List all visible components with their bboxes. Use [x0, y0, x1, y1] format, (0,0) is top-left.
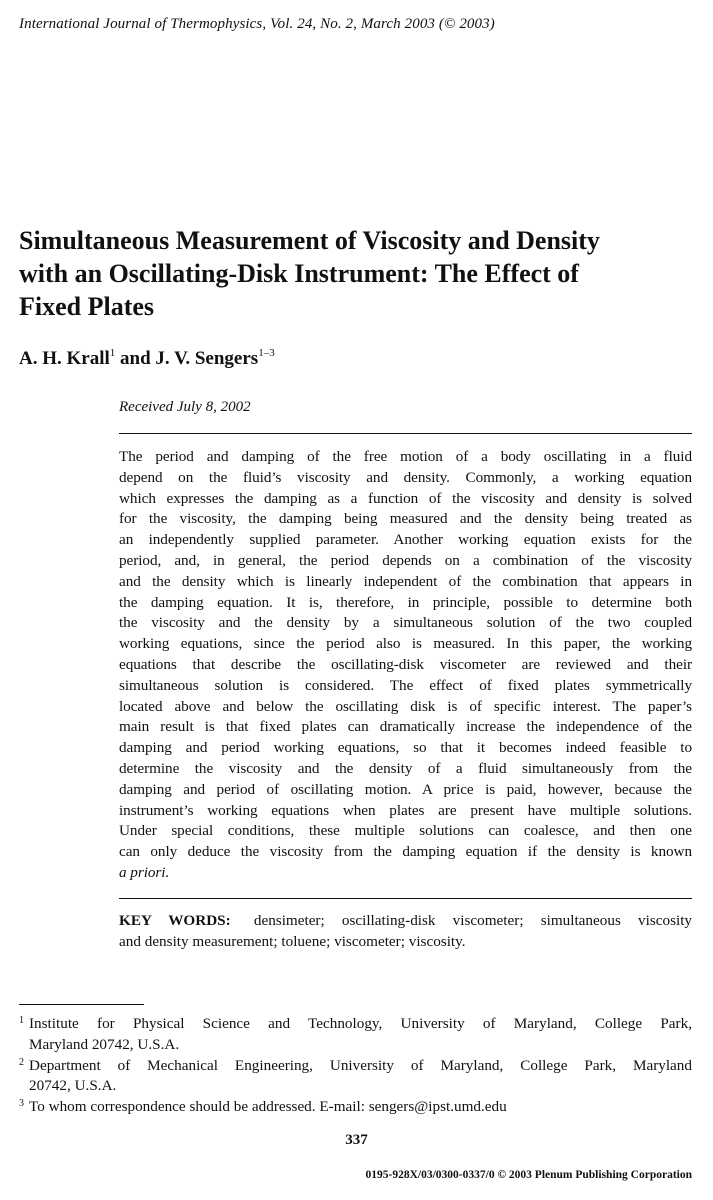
- keywords-label: KEY WORDS:: [119, 912, 231, 929]
- abstract-line: [119, 863, 692, 884]
- footnote-marker: 1: [19, 1015, 24, 1026]
- abstract-line: period, and, in general, the period depends on a combination of the viscosity: [119, 551, 692, 569]
- abstract-line: which expresses the damping as a function of the viscosity and density is solved: [119, 489, 692, 507]
- abstract-line: equations that describe the oscillating-disk viscometer are reviewed and their: [119, 655, 692, 673]
- abstract-italic-phrase: a priori.: [119, 863, 170, 881]
- footnote-divider: [19, 1004, 144, 1005]
- abstract-line: working equations, since the period also is measured. In this paper, the working: [119, 635, 692, 653]
- keywords-line: and density measurement; toluene; viscometer; viscosity.: [119, 932, 466, 950]
- title-line: Simultaneous Measurement of Viscosity and Density: [19, 226, 600, 255]
- author-list: [19, 348, 275, 370]
- abstract-bottom-rule: [119, 898, 692, 899]
- page-number: 337: [345, 1132, 368, 1148]
- footnote-line: Department of Mechanical Engineering, University of Maryland, College Park, Maryland: [29, 1056, 692, 1074]
- keywords-line: [119, 911, 692, 932]
- author-affiliation-marker: 1: [109, 347, 116, 359]
- author-conjunction: and: [115, 348, 156, 369]
- abstract-line: for the viscosity, the damping being measured and the density being treated as: [119, 510, 692, 528]
- abstract-line: an independently supplied parameter. Another working equation exists for the: [119, 531, 692, 549]
- abstract-line: The period and damping of the free motion of a body oscillating in a fluid: [119, 448, 692, 465]
- abstract-line: the damping equation. It is, therefore, in principle, possible to determine both: [119, 593, 692, 611]
- abstract-line: Under special conditions, these multiple solutions can coalesce, and then one: [119, 822, 692, 840]
- abstract-line: main result is that fixed plates can dramatically increase the independence of the: [119, 718, 692, 736]
- title-line: with an Oscillating-Disk Instrument: The Effect of: [19, 259, 579, 288]
- abstract: [119, 447, 692, 884]
- author-affiliation-marker: 1–3: [258, 347, 275, 359]
- journal-header: International Journal of Thermophysics, Vol. 24, No. 2, March 2003 (© 2003): [19, 16, 495, 32]
- title-line: Fixed Plates: [19, 292, 155, 321]
- author-name: A. H. Krall: [19, 348, 110, 369]
- abstract-line: instrument’s working equations when plates are present have multiple solutions.: [119, 801, 692, 819]
- received-date: Received July 8, 2002: [119, 399, 251, 415]
- abstract-line: damping and period of oscillating motion. A price is paid, however, because the: [119, 780, 692, 798]
- footnote-line: Maryland 20742, U.S.A.: [29, 1035, 180, 1053]
- keywords-text: densimeter; oscillating-disk viscometer; simultaneous viscosity: [253, 912, 693, 929]
- abstract-line: damping and period working equations, so that it becomes indeed feasible to: [119, 739, 692, 757]
- abstract-line: located above and below the oscillating disk is of specific interest. The paper’s: [119, 697, 692, 715]
- footnotes: [19, 1014, 692, 1118]
- footnote-marker: 3: [19, 1098, 24, 1110]
- footnote-marker: 2: [19, 1056, 24, 1068]
- abstract-line: simultaneous solution is considered. The effect of fixed plates symmetrically: [119, 676, 692, 694]
- footnote-line: To whom correspondence should be addressed. E-mail: sengers@ipst.umd.edu: [29, 1098, 507, 1116]
- abstract-line: determine the viscosity and the density of a fluid simultaneously from the: [119, 759, 692, 777]
- abstract-line: depend on the fluid’s viscosity and density. Commonly, a working equation: [119, 468, 692, 486]
- article-title: [19, 224, 699, 323]
- abstract-line: the viscosity and the density by a simultaneous solution of the two coupled: [119, 614, 692, 632]
- footnote-line: Institute for Physical Science and Technology, University of Maryland, College Park,: [29, 1015, 692, 1032]
- abstract-line: can only deduce the viscosity from the damping equation if the density is known: [119, 843, 692, 861]
- author-name: J. V. Sengers: [155, 348, 259, 369]
- abstract-top-rule: [119, 433, 692, 434]
- footnote: [19, 1014, 692, 1056]
- abstract-line: and the density which is linearly independent of the combination that appears in: [119, 572, 692, 590]
- copyright-line: 0195-928X/03/0300-0337/0 © 2003 Plenum Publishing Corporation: [365, 1169, 692, 1181]
- footnote-line: 20742, U.S.A.: [29, 1077, 117, 1095]
- footnote: [19, 1056, 692, 1098]
- footnote: [19, 1097, 692, 1118]
- keywords-section: [119, 911, 692, 953]
